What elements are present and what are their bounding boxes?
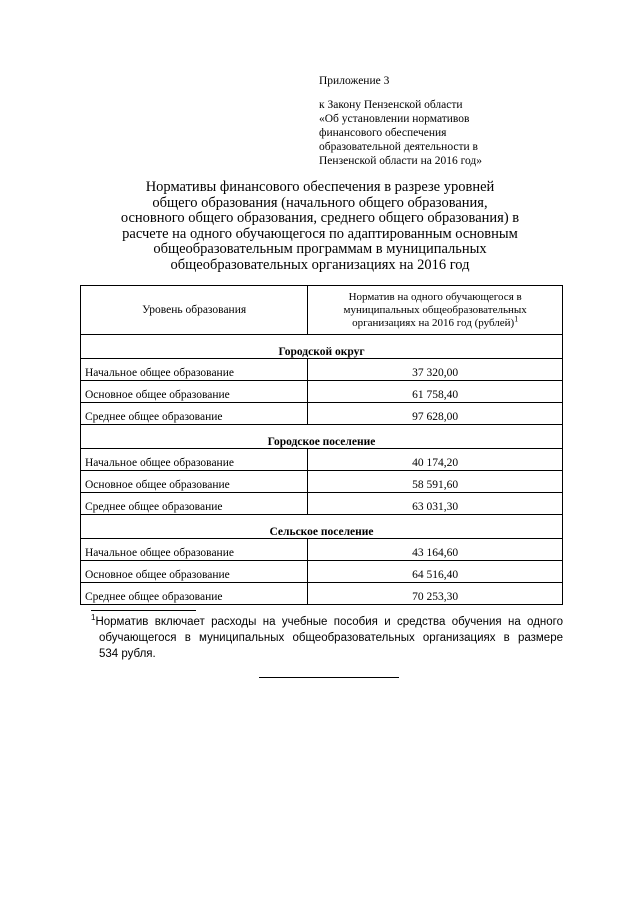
level-cell: Начальное общее образование [81,539,308,561]
section-title: Городской округ [81,335,563,359]
col-header-normative: Норматив на одного обучающегося в муниципальных общеобразовательных организациях на 2016 год (рублей)$^1$ [308,286,563,335]
footnote-text-line: 534 рубля. [99,648,156,660]
level-cell: Начальное общее образование [81,449,308,471]
appendix-line: образовательной деятельности в [319,141,478,153]
section-row [81,335,563,359]
table-row [81,471,563,493]
table-row [81,449,563,471]
table-row [81,583,563,605]
title-line: общеобразовательных организациях на 2016 год [170,256,470,273]
level-cell: Среднее общее образование [81,583,308,605]
footnote-text-line: обучающегося в муниципальных общеобразовательных организациях в размере [99,632,563,644]
table-header-row [81,286,563,335]
value-cell: 43 164,60 [308,539,563,561]
table-row [81,561,563,583]
appendix-line: «Об установлении нормативов [319,113,470,125]
section-row [81,425,563,449]
level-cell: Основное общее образование [81,561,308,583]
level-cell: Основное общее образование [81,381,308,403]
document-title [60,180,580,273]
value-cell: 37 320,00 [308,359,563,381]
level-cell: Начальное общее образование [81,359,308,381]
level-cell: Среднее общее образование [81,403,308,425]
value-cell: 61 758,40 [308,381,563,403]
level-cell: Основное общее образование [81,471,308,493]
appendix-line: финансового обеспечения [319,127,447,139]
value-cell: 40 174,20 [308,449,563,471]
normative-table [80,285,563,605]
footnote-text-line: Норматив включает расходы на учебные пособия и средства обучения на одного [95,616,563,628]
value-cell: 70 253,30 [308,583,563,605]
col-header-level: Уровень образования [81,286,308,335]
footnote [91,614,563,662]
title-line: основного общего образования, среднего общего образования) в [120,210,520,226]
value-cell: 58 591,60 [308,471,563,493]
section-title: Сельское поселение [81,515,563,539]
value-cell: 64 516,40 [308,561,563,583]
title-line: Нормативы финансового обеспечения в разрезе уровней [145,179,495,195]
value-cell: 63 031,30 [308,493,563,515]
footnote-mark: 1 [91,613,96,623]
value-cell: 97 628,00 [308,403,563,425]
section-title: Городское поселение [81,425,563,449]
appendix-number: Приложение 3 [319,75,390,87]
appendix-block [319,74,559,168]
title-line: общеобразовательным программам в муниципальных [153,241,487,257]
appendix-line: Пензенской области на 2016 год» [319,155,483,167]
end-separator [259,677,399,678]
title-line: расчете на одного обучающегося по адаптированным основным [122,225,518,242]
table-row [81,539,563,561]
table-row [81,493,563,515]
level-cell: Среднее общее образование [81,493,308,515]
section-row [81,515,563,539]
footnote-separator [91,610,196,611]
table-row [81,403,563,425]
footnote-mark: 1 [514,313,519,323]
table-row [81,381,563,403]
title-line: общего образования (начального общего образования, [152,194,488,211]
table-row [81,359,563,381]
appendix-line: к Закону Пензенской области [319,99,463,111]
